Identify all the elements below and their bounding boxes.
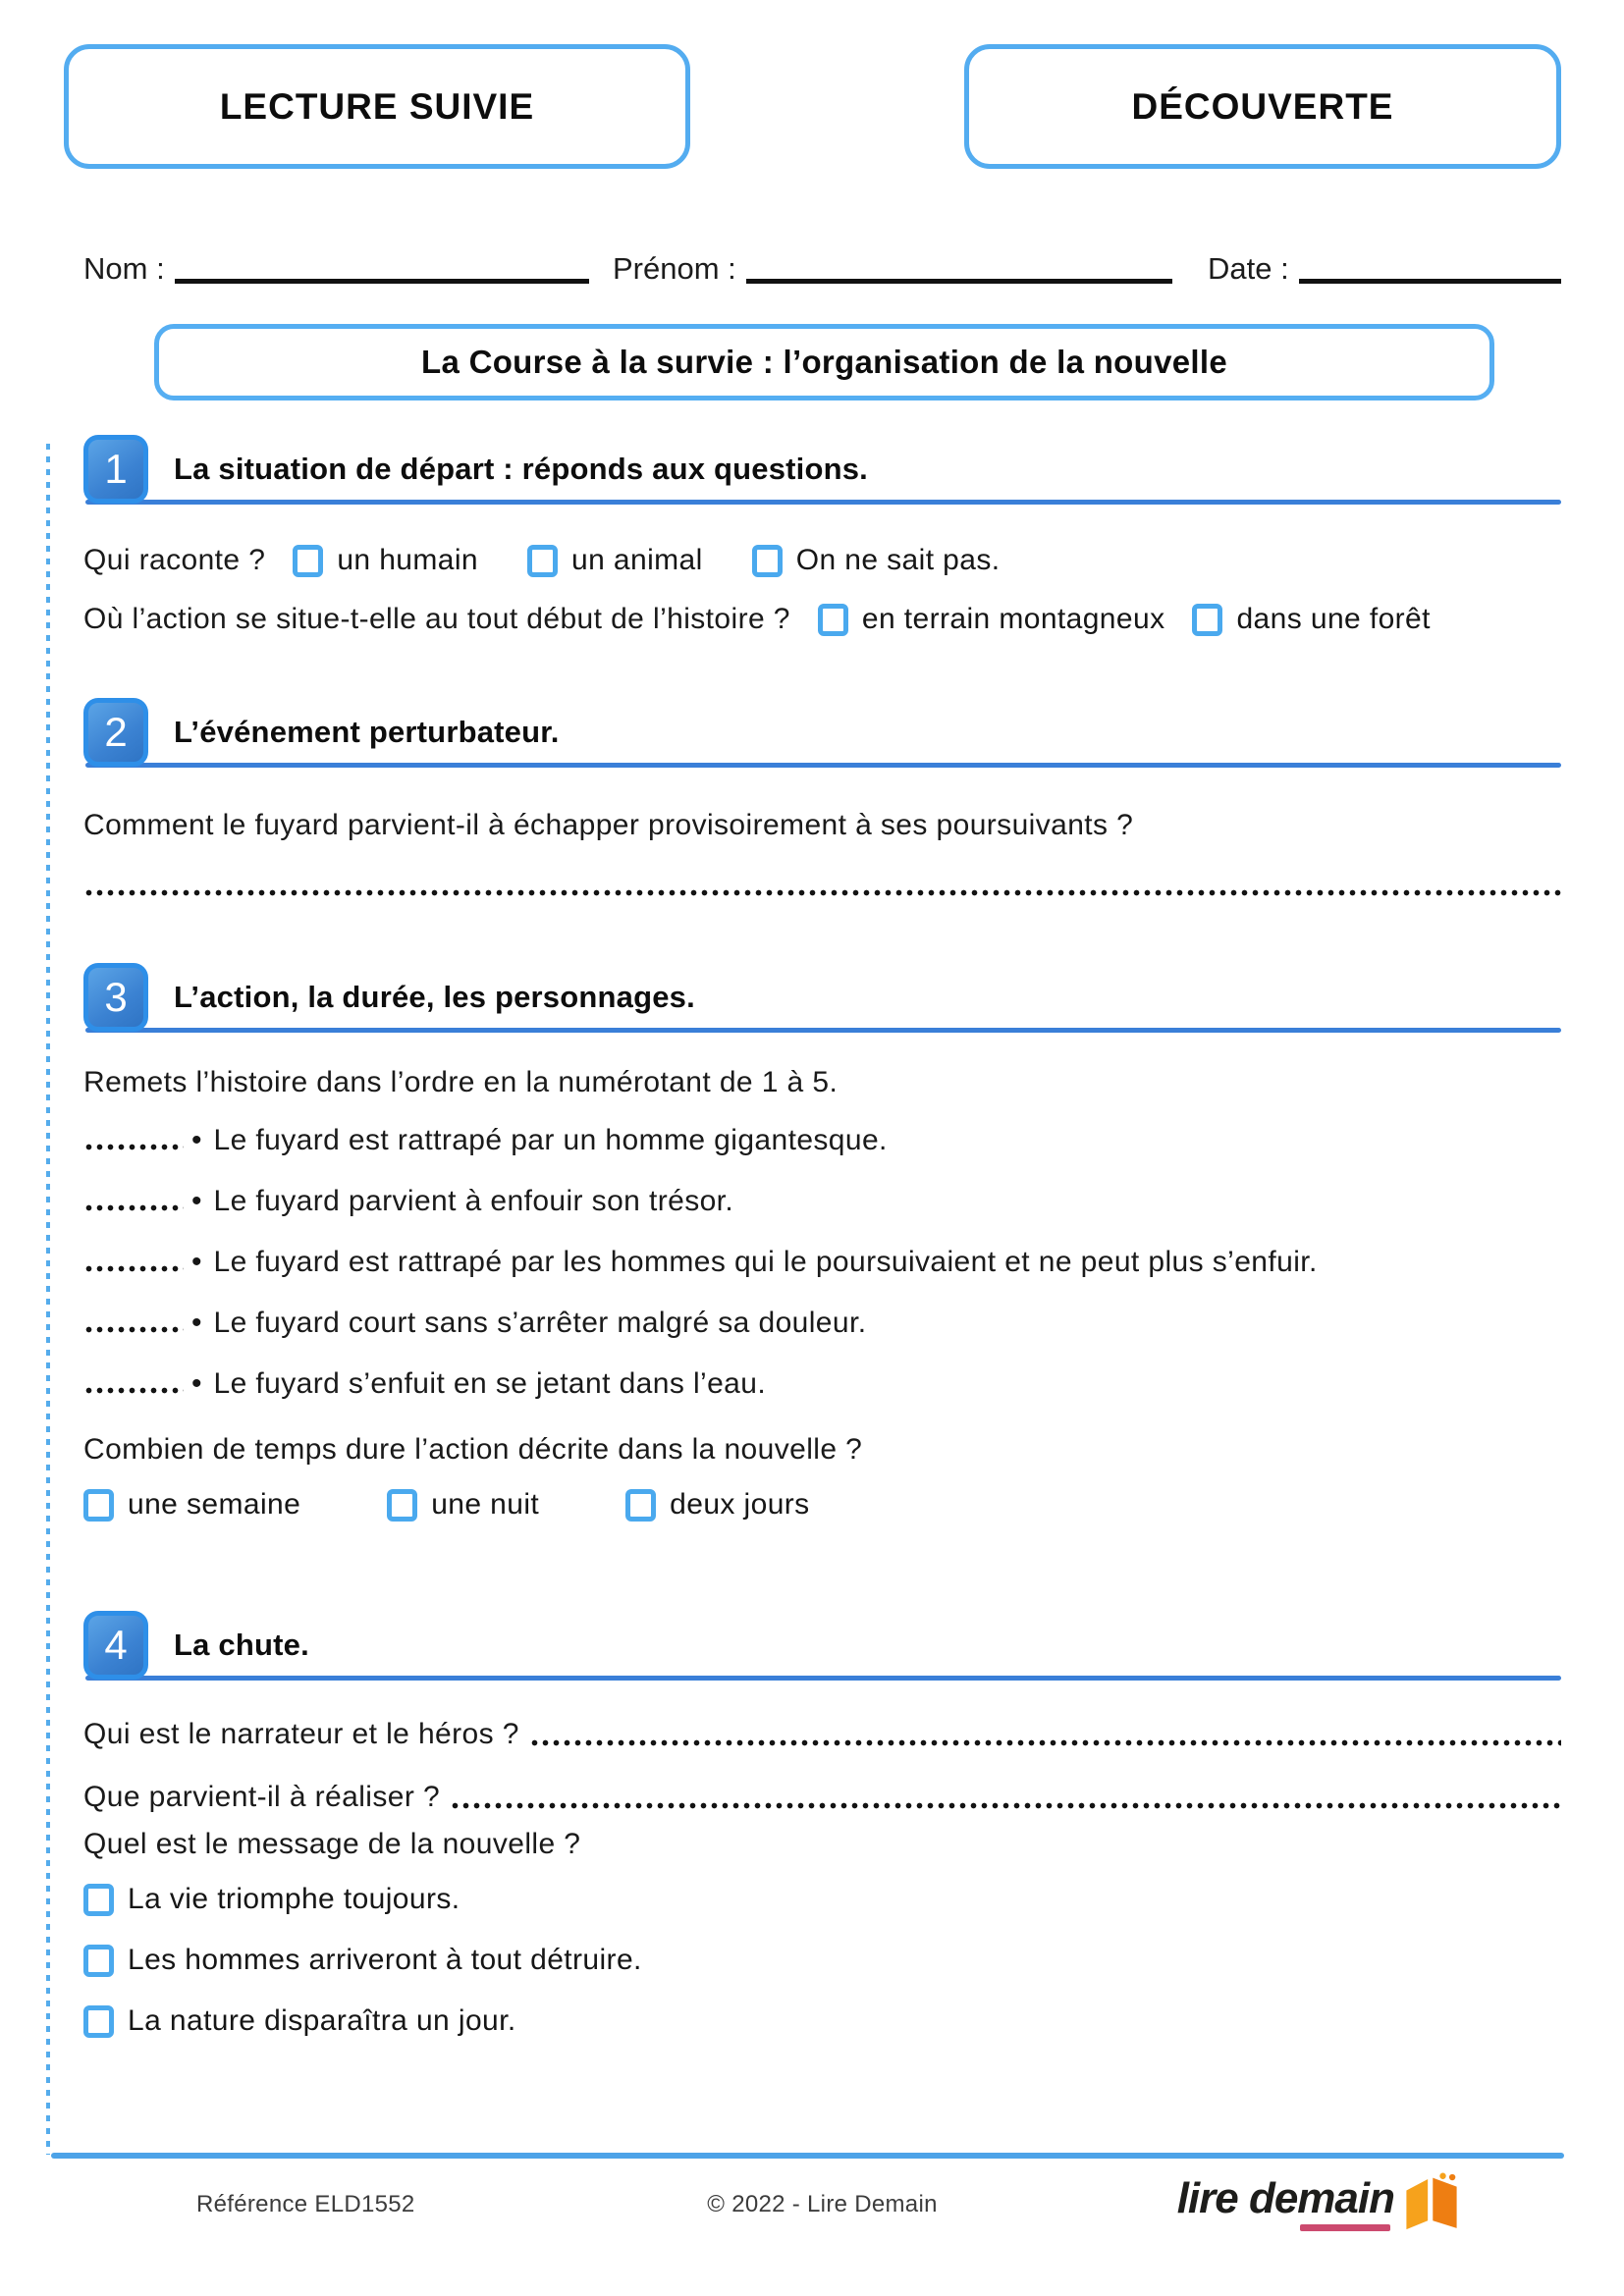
answer-line-achievement[interactable] [450, 1785, 1561, 1814]
number-answer-slot[interactable] [83, 1187, 184, 1216]
bullet-icon: • [191, 1124, 202, 1156]
ordering-item [83, 1182, 1561, 1221]
section-3-title: L’action, la durée, les personnages. [174, 980, 695, 1014]
question-narrator-hero: Qui est le narrateur et le héros ? [83, 1718, 519, 1750]
section-2-header [83, 699, 1561, 766]
ordering-item [83, 1243, 1561, 1282]
option-deux-jours-label: deux jours [670, 1488, 810, 1521]
nom-label: Nom : [83, 251, 165, 286]
date-label: Date : [1208, 251, 1289, 286]
reference-text: Référence ELD1552 [196, 2191, 415, 2217]
decouverte-label: DÉCOUVERTE [1131, 85, 1394, 127]
checkbox-deux-jours[interactable] [625, 1489, 656, 1522]
ordering-item-text: Le fuyard parvient à enfouir son trésor. [213, 1185, 734, 1217]
footer-divider [51, 2153, 1564, 2159]
footer [83, 2174, 1561, 2237]
lecture-suivie-box [64, 44, 690, 169]
ordering-item-text: Le fuyard est rattrapé par un homme gigantesque. [213, 1124, 888, 1156]
nom-input-line[interactable] [175, 278, 589, 284]
duration-options-row [83, 1488, 1561, 1522]
question-narrator-label: Qui raconte ? [83, 544, 266, 576]
question-duration: Combien de temps dure l’action décrite dans la nouvelle ? [83, 1433, 863, 1466]
identity-row [83, 251, 1561, 287]
option-vie-triomphe-label: La vie triomphe toujours. [128, 1883, 460, 1915]
ordering-item-text: Le fuyard est rattrapé par les hommes qui le poursuivaient et ne peut plus s’enfuir. [213, 1246, 1318, 1278]
ordering-item [83, 1364, 1561, 1404]
option-nature-disparaitra-label: La nature disparaîtra un jour. [128, 2004, 516, 2037]
bullet-icon: • [191, 1367, 202, 1400]
bullet-icon: • [191, 1246, 202, 1278]
checkbox-on-ne-sait-pas[interactable] [752, 545, 783, 577]
section-4-title: La chute. [174, 1628, 309, 1662]
checkbox-terrain-montagneux[interactable] [818, 604, 848, 636]
question-setting-row [83, 603, 1561, 636]
checkbox-une-nuit[interactable] [387, 1489, 417, 1522]
checkbox-nature-disparaitra[interactable] [83, 2005, 114, 2038]
message-option-row [83, 1877, 1561, 1922]
message-option-row [83, 1999, 1561, 2044]
answer-line-escape[interactable] [83, 868, 1561, 901]
message-option-row [83, 1938, 1561, 1983]
prenom-label: Prénom : [613, 251, 736, 286]
number-answer-slot[interactable] [83, 1248, 184, 1277]
question-narrator-hero-row [83, 1710, 1561, 1751]
number-answer-slot[interactable] [83, 1308, 184, 1338]
bullet-icon: • [191, 1185, 202, 1217]
logo-tagline-mark [1300, 2224, 1390, 2231]
section-2-badge: 2 [83, 698, 148, 767]
bullet-icon: • [191, 1307, 202, 1339]
checkbox-hommes-detruire[interactable] [83, 1945, 114, 1977]
lecture-suivie-label: LECTURE SUIVIE [219, 85, 535, 127]
answer-line-narrator-hero[interactable] [529, 1722, 1561, 1751]
option-dans-une-foret-label: dans une forêt [1236, 603, 1431, 635]
left-dotted-border [46, 444, 50, 2155]
date-input-line[interactable] [1299, 278, 1561, 284]
worksheet-title-box [154, 324, 1494, 400]
question-escape: Comment le fuyard parvient-il à échapper provisoirement à ses poursuivants ? [83, 809, 1134, 841]
question-message: Quel est le message de la nouvelle ? [83, 1828, 581, 1860]
number-answer-slot[interactable] [83, 1126, 184, 1155]
checkbox-un-humain[interactable] [293, 545, 323, 577]
option-hommes-detruire-label: Les hommes arriveront à tout détruire. [128, 1944, 642, 1976]
copyright-text: © 2022 - Lire Demain [707, 2191, 938, 2217]
section-4-badge: 4 [83, 1611, 148, 1680]
worksheet-title: La Course à la survie : l’organisation de la nouvelle [421, 344, 1227, 380]
checkbox-une-semaine[interactable] [83, 1489, 114, 1522]
section-1-badge: 1 [83, 435, 148, 504]
prenom-input-line[interactable] [746, 278, 1172, 284]
section-4-header [83, 1612, 1561, 1679]
number-answer-slot[interactable] [83, 1369, 184, 1399]
option-terrain-montagneux-label: en terrain montagneux [861, 603, 1165, 635]
ordering-item [83, 1304, 1561, 1343]
question-narrator-row [83, 544, 1561, 577]
section-1-title: La situation de départ : réponds aux questions. [174, 452, 868, 486]
ordering-item-text: Le fuyard court sans s’arrêter malgré sa douleur. [213, 1307, 867, 1339]
question-achievement-row [83, 1773, 1561, 1814]
question-achievement: Que parvient-il à réaliser ? [83, 1781, 441, 1813]
section-2-title: L’événement perturbateur. [174, 715, 560, 749]
option-un-humain-label: un humain [337, 544, 479, 576]
option-un-animal-label: un animal [571, 544, 703, 576]
option-on-ne-sait-pas-label: On ne sait pas. [795, 544, 1001, 576]
decouverte-box [964, 44, 1561, 169]
header-boxes [64, 0, 1561, 169]
checkbox-un-animal[interactable] [527, 545, 558, 577]
option-une-nuit-label: une nuit [431, 1488, 540, 1521]
section-3-header [83, 964, 1561, 1031]
ordering-instruction: Remets l’histoire dans l’ordre en la numérotant de 1 à 5. [83, 1066, 839, 1098]
logo-wordmark: lire demain [1176, 2174, 1394, 2222]
option-une-semaine-label: une semaine [128, 1488, 301, 1521]
section-3-badge: 3 [83, 963, 148, 1032]
ordering-item [83, 1121, 1561, 1160]
section-1-header [83, 436, 1561, 503]
question-setting-label: Où l’action se situe-t-elle au tout début de l’histoire ? [83, 603, 790, 635]
checkbox-dans-une-foret[interactable] [1192, 604, 1222, 636]
ordering-item-text: Le fuyard s’enfuit en se jetant dans l’eau. [213, 1367, 767, 1400]
checkbox-vie-triomphe[interactable] [83, 1884, 114, 1916]
